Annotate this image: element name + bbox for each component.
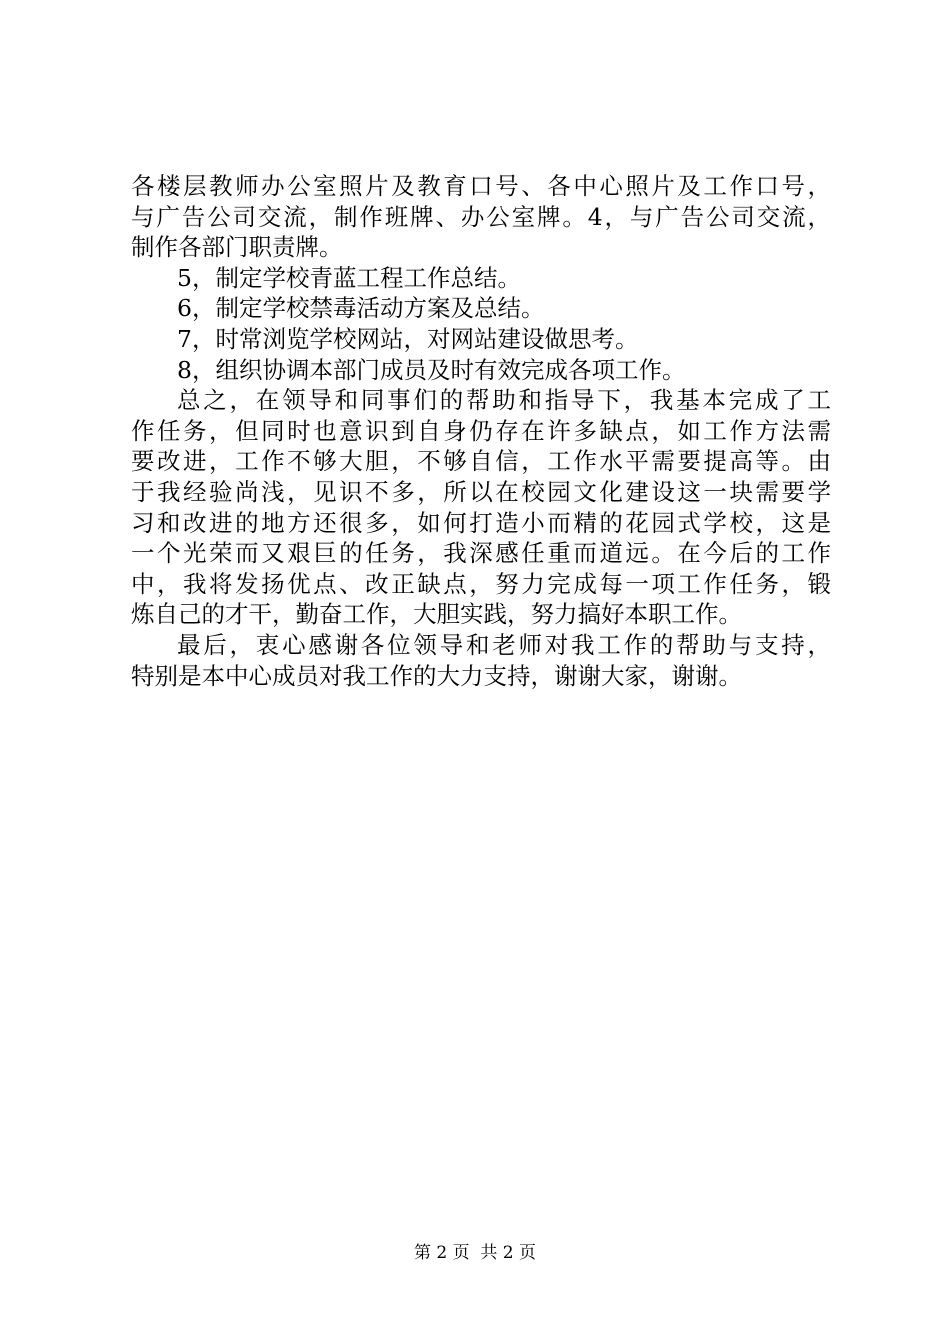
text-line: 各楼层教师办公室照片及教育口号、各中心照片及工作口号，: [131, 172, 831, 200]
text-line: 制作各部门职责牌。: [131, 233, 343, 262]
summary-paragraph-line: 要改进，工作不够大胆，不够自信，工作水平需要提高等。由: [131, 447, 831, 476]
page-number-footer: 第 2 页 共 2 页: [413, 1243, 537, 1263]
body-text: [131, 171, 831, 691]
summary-paragraph-line: 于我经验尚浅，见识不多，所以在校园文化建设这一块需要学: [131, 477, 831, 506]
list-item-5: 5，制定学校青蓝工程工作总结。: [177, 263, 521, 292]
closing-paragraph-line: 最后，衷心感谢各位领导和老师对我工作的帮助与支持，: [177, 630, 831, 659]
summary-paragraph-line: 总之，在领导和同事们的帮助和指导下，我基本完成了工: [177, 386, 831, 415]
summary-paragraph-line: 中，我将发扬优点、改正缺点，努力完成每一项工作任务，锻: [131, 569, 831, 598]
summary-paragraph-line: 作任务，但同时也意识到自身仍存在许多缺点，如工作方法需: [131, 416, 831, 445]
list-item-6: 6，制定学校禁毒活动方案及总结。: [177, 294, 545, 323]
list-item-7: 7，时常浏览学校网站，对网站建设做思考。: [177, 324, 639, 353]
summary-paragraph-line: 习和改进的地方还很多，如何打造小而精的花园式学校，这是: [131, 508, 831, 537]
list-item-8: 8，组织协调本部门成员及时有效完成各项工作。: [177, 355, 686, 384]
closing-paragraph-line: 特别是本中心成员对我工作的大力支持，谢谢大家，谢谢。: [131, 661, 742, 690]
summary-paragraph-line: 炼自己的才干，勤奋工作，大胆实践，努力搞好本职工作。: [131, 600, 742, 629]
summary-paragraph-line: 一个光荣而又艰巨的任务，我深感任重而道远。在今后的工作: [131, 539, 831, 568]
text-line: 与广告公司交流，制作班牌、办公室牌。4，与广告公司交流，: [131, 202, 831, 231]
